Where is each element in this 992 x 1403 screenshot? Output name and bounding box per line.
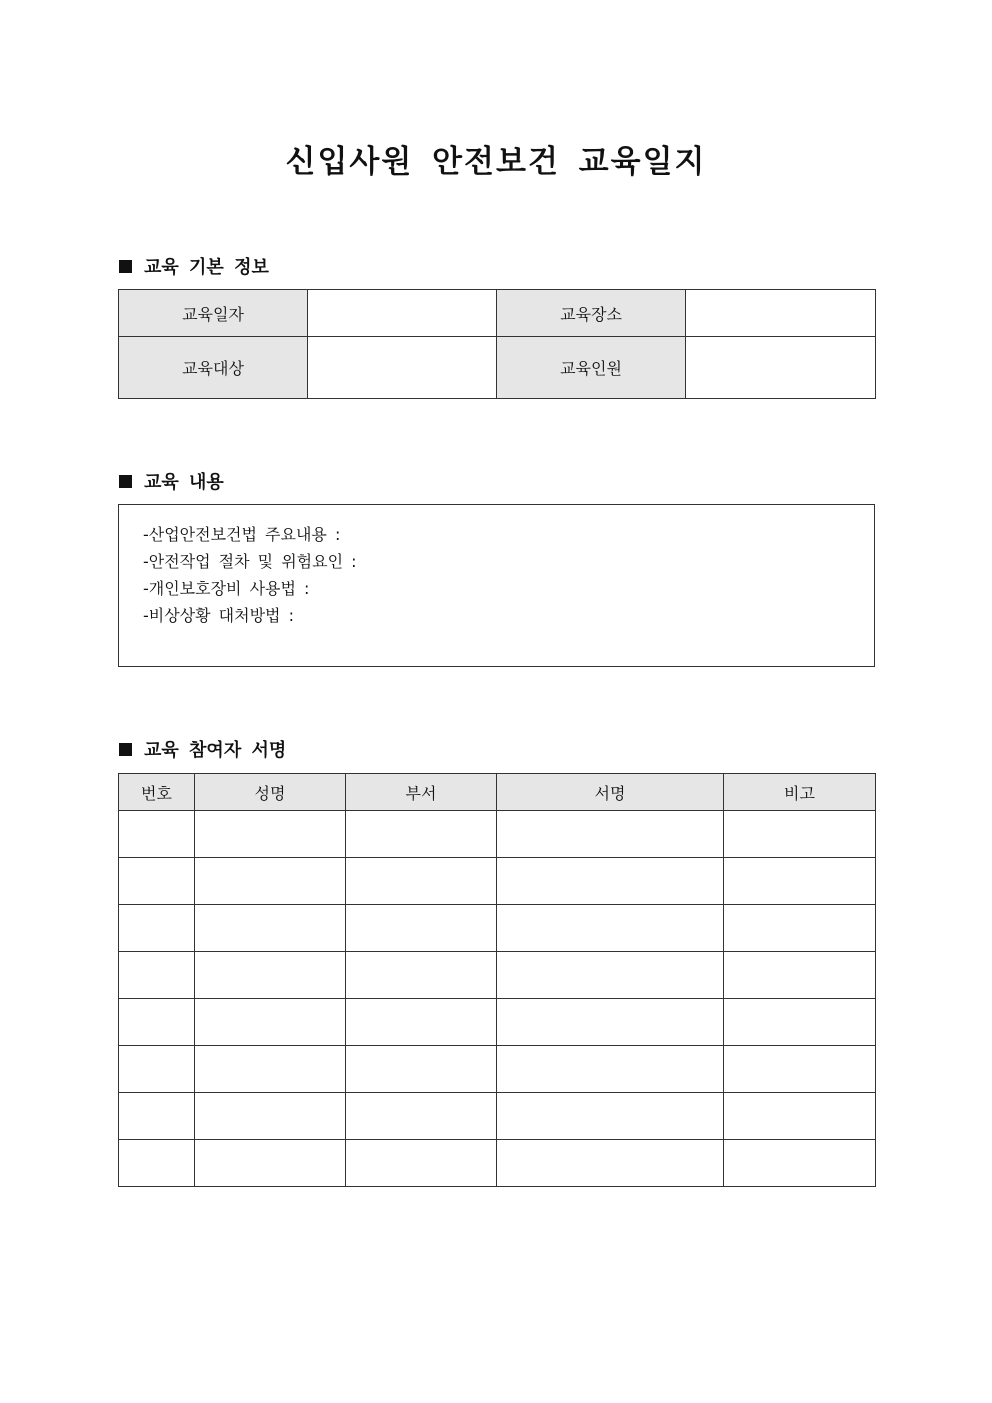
section-heading-signatures xyxy=(119,736,286,762)
table-row xyxy=(119,999,876,1046)
cell-name[interactable] xyxy=(195,952,346,999)
cell-department[interactable] xyxy=(346,1093,497,1140)
cell-number[interactable] xyxy=(119,952,195,999)
cell-remarks[interactable] xyxy=(724,905,876,952)
value-education-target[interactable] xyxy=(308,337,497,399)
table-row xyxy=(119,952,876,999)
value-education-count[interactable] xyxy=(686,337,876,399)
cell-remarks[interactable] xyxy=(724,1140,876,1187)
column-header-department: 부서 xyxy=(346,774,497,811)
page-title: 신입사원 안전보건 교육일지 xyxy=(285,144,707,180)
value-education-place[interactable] xyxy=(686,290,876,337)
cell-number[interactable] xyxy=(119,858,195,905)
cell-name[interactable] xyxy=(195,1093,346,1140)
label-education-place: 교육장소 xyxy=(497,290,686,337)
section-heading-basic-info xyxy=(119,253,269,279)
table-row xyxy=(119,1046,876,1093)
label-education-count: 교육인원 xyxy=(497,337,686,399)
cell-signature[interactable] xyxy=(497,905,724,952)
cell-number[interactable] xyxy=(119,1093,195,1140)
column-header-signature: 서명 xyxy=(497,774,724,811)
table-row xyxy=(119,1140,876,1187)
cell-name[interactable] xyxy=(195,1140,346,1187)
cell-department[interactable] xyxy=(346,905,497,952)
cell-remarks[interactable] xyxy=(724,858,876,905)
column-header-number: 번호 xyxy=(119,774,195,811)
cell-signature[interactable] xyxy=(497,858,724,905)
cell-number[interactable] xyxy=(119,905,195,952)
education-content-box[interactable] xyxy=(118,504,875,667)
cell-department[interactable] xyxy=(346,811,497,858)
cell-department[interactable] xyxy=(346,999,497,1046)
table-row xyxy=(119,811,876,858)
label-education-target: 교육대상 xyxy=(119,337,308,399)
cell-remarks[interactable] xyxy=(724,952,876,999)
table-row xyxy=(119,1093,876,1140)
section-heading-label: 교육 참여자 서명 xyxy=(144,740,287,761)
content-item: -산업안전보건법 주요내용 : xyxy=(143,525,341,544)
label-education-date: 교육일자 xyxy=(119,290,308,337)
cell-signature[interactable] xyxy=(497,952,724,999)
content-item: -안전작업 절차 및 위험요인 : xyxy=(143,552,357,571)
column-header-remarks: 비고 xyxy=(724,774,876,811)
cell-department[interactable] xyxy=(346,952,497,999)
basic-info-table xyxy=(118,289,876,399)
square-bullet-icon xyxy=(119,475,132,488)
table-row xyxy=(119,905,876,952)
cell-remarks[interactable] xyxy=(724,999,876,1046)
cell-department[interactable] xyxy=(346,1140,497,1187)
content-item: -비상상황 대처방법 : xyxy=(143,606,294,625)
content-list xyxy=(119,505,874,629)
cell-department[interactable] xyxy=(346,1046,497,1093)
cell-number[interactable] xyxy=(119,1140,195,1187)
section-heading-label: 교육 기본 정보 xyxy=(144,257,269,278)
cell-name[interactable] xyxy=(195,999,346,1046)
cell-signature[interactable] xyxy=(497,1140,724,1187)
cell-number[interactable] xyxy=(119,1046,195,1093)
value-education-date[interactable] xyxy=(308,290,497,337)
square-bullet-icon xyxy=(119,260,132,273)
cell-remarks[interactable] xyxy=(724,811,876,858)
cell-name[interactable] xyxy=(195,811,346,858)
column-header-name: 성명 xyxy=(195,774,346,811)
square-bullet-icon xyxy=(119,743,132,756)
table-row xyxy=(119,858,876,905)
cell-department[interactable] xyxy=(346,858,497,905)
section-heading-label: 교육 내용 xyxy=(144,472,224,493)
content-item: -개인보호장비 사용법 : xyxy=(143,579,310,598)
cell-name[interactable] xyxy=(195,905,346,952)
cell-signature[interactable] xyxy=(497,999,724,1046)
cell-signature[interactable] xyxy=(497,1046,724,1093)
cell-number[interactable] xyxy=(119,999,195,1046)
signature-table xyxy=(118,773,876,1187)
cell-name[interactable] xyxy=(195,858,346,905)
cell-remarks[interactable] xyxy=(724,1046,876,1093)
section-heading-content xyxy=(119,468,224,494)
cell-signature[interactable] xyxy=(497,1093,724,1140)
cell-name[interactable] xyxy=(195,1046,346,1093)
cell-number[interactable] xyxy=(119,811,195,858)
cell-signature[interactable] xyxy=(497,811,724,858)
cell-remarks[interactable] xyxy=(724,1093,876,1140)
